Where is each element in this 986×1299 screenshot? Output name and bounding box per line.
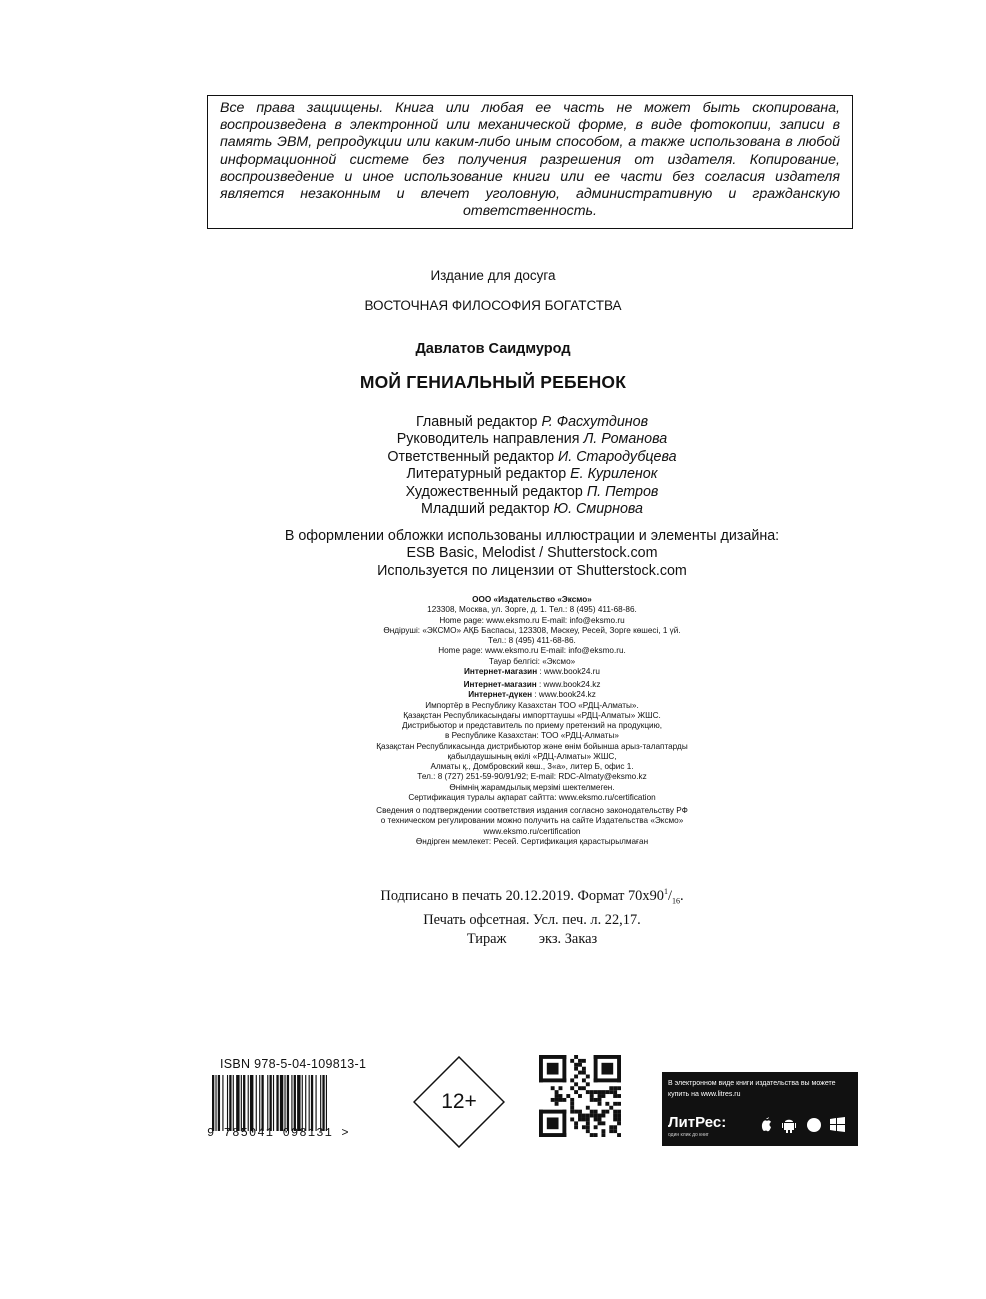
credit-role: Ответственный редактор [387,448,559,465]
imprint-line: Импортёр в Республику Казахстан ТОО «РДЦ-Алматы». [425,700,639,710]
credit-name: Л. Романова [583,431,668,448]
book-title: МОЙ ГЕНИАЛЬНЫЙ РЕБЕНОК [359,372,627,392]
kz-web: Home page: www.eksmo.ru E-mail: info@eksmo.ru. [438,646,626,656]
credit-name: И. Стародубцева [558,448,677,465]
trademark: Тауар белгісі: «Эксмо» [488,656,576,666]
litres-logo: ЛитРес: [668,1114,727,1131]
age-rating: 12+ [441,1090,477,1113]
design-note: В оформлении обложки использованы иллюстрации и элементы дизайна: [284,528,780,544]
credit-name: Ю. Смирнова [553,501,644,518]
print-signed: Подписано в печать 20.12.2019. Формат $70x90^1/_{16}$. [380,887,684,906]
credits-list [0,414,986,518]
credit-role: Главный редактор [415,414,542,430]
imprint-line: Дистрибьютор и представитель по приему претензий на продукцию, [402,721,662,730]
barcode-digits: 9 785041 098131 > [207,1126,350,1140]
print-run: Тираж экз. Заказ [466,930,598,947]
credit-line [0,484,986,501]
shop-line [0,680,986,690]
age-rating-badge [413,1056,505,1148]
isbn-block [207,1057,369,1140]
author-name: Давлатов Саидмурод [415,341,571,357]
format-sub: 16 [671,896,680,906]
litres-text: В электронном виде книги издательства вы можете купить на www.litres.ru [668,1080,836,1098]
print-signed-text: Подписано в печать 20.12.2019. Формат 70x90 [380,887,664,904]
design-note: ESB Basic, Melodist / Shutterstock.com [406,545,658,562]
genre-label: Издание для досуга [430,268,556,283]
shop-label: Интернет-магазин [463,680,537,689]
reader-icon [807,1118,821,1132]
series-title: ВОСТОЧНАЯ ФИЛОСОФИЯ БОГАТСТВА [364,298,622,313]
litres-banner[interactable] [662,1072,858,1146]
print-line: Печать офсетная. Усл. печ. л. 22,17. [423,912,641,929]
barcode-icon [212,1075,374,1131]
kz-producer: Өндіруші: «ЭКСМО» АҚБ Баспасы, 123308, Мәскеу, Ресей, Зорге көшесі, 1 үй. [383,625,681,635]
shop-label: Интернет-магазин [464,666,538,676]
imprint-line: Қазақстан Республикасындағы импорттаушы «РДЦ-Алматы» ЖШС. [403,710,661,720]
shop-label: Интернет-дүкен [468,690,533,700]
imprint-line: Тел.: 8 (727) 251-59-90/91/92; E-mail: RDC-Almaty@eksmo.kz [417,772,647,782]
credit-role: Младший редактор [420,501,554,518]
cert-line: Сведения о подтверждении соответствия издания согласно законодательству РФ [376,806,688,815]
design-notes [0,528,986,580]
imprint-line: қабылдаушының өкілі «РДЦ-Алматы» ЖШС, [447,751,617,761]
print-info [0,883,986,948]
qr-code-icon [539,1054,621,1138]
isbn-number: ISBN 978-5-04-109813-1 [220,1057,367,1071]
apple-icon [762,1117,771,1131]
shop-url: : www.book24.ru [537,666,600,676]
imprint-block [0,595,986,847]
credit-line [0,501,986,518]
imprint-line: в Республике Казахстан: ТОО «РДЦ-Алматы» [445,731,619,741]
litres-tagline: один клик до книг [668,1132,709,1138]
shop-url: : www.book24.kz [536,680,601,689]
publisher-address: 123308, Москва, ул. Зорге, д. 1. Тел.: 8 (495) 411-68-86. [427,605,637,615]
credit-role: Художественный редактор [405,483,587,500]
shop-url: : www.book24.kz [532,690,596,700]
credit-line [0,466,986,483]
imprint-line: Қазақстан Республикасында дистрибьютор және өнім бойынша арыз-талаптарды [376,741,688,751]
credit-name: Р. Фасхутдинов [541,414,649,430]
credit-line [0,414,986,431]
rights-notice: Все права защищены. Книга или любая ее часть не может быть скопирована, воспроизведена в электронной или механической форме, в виде фотокопии, записи в память ЭВМ, репродукции или каким-либо иным способом, а также использована в любой информационной системе без получения разрешения от издателя. Копирование, воспроизведение и иное использование книги или ее части без согласия издателя является незаконным и влечет уголовную, административную и гражданскую ответственность. [207,95,853,229]
imprint-line: Өнімнің жарамдылық мерзімі шектелмеген. [449,782,615,792]
credit-line [0,431,986,448]
windows-icon [830,1117,845,1132]
credit-role: Литературный редактор [406,466,571,483]
cert-line: Өндірген мемлекет: Ресей. Сертификация қарастырылмаған [415,836,649,846]
credit-name: Е. Куриленок [570,466,658,483]
credit-role: Руководитель направления [396,431,584,448]
design-note: Используется по лицензии от Shutterstock.com [377,562,687,579]
cert-line: www.eksmo.ru/certification [483,826,581,836]
imprint-line: Алматы қ., Домбровский көш., 3«а», литер Б, офис 1. [430,762,634,771]
kz-phone: Тел.: 8 (495) 411-68-86. [488,636,576,645]
platform-icons [758,1114,854,1136]
imprint-line: Сертификация туралы ақпарат сайтта: www.eksmo.ru/certification [408,792,656,802]
shop-line [0,690,986,700]
format-sup: 1 [663,887,668,896]
android-icon [782,1120,796,1133]
cert-line: о техническом регулировании можно получить на сайте Издательства «Эксмо» [380,816,684,826]
credit-line [0,449,986,466]
publisher-web: Home page: www.eksmo.ru E-mail: info@eksmo.ru [439,615,625,625]
credit-name: П. Петров [586,483,659,500]
print-signed-end: . [679,887,684,904]
shop-line [0,667,986,677]
publisher-name: ООО «Издательство «Эксмо» [472,595,592,604]
